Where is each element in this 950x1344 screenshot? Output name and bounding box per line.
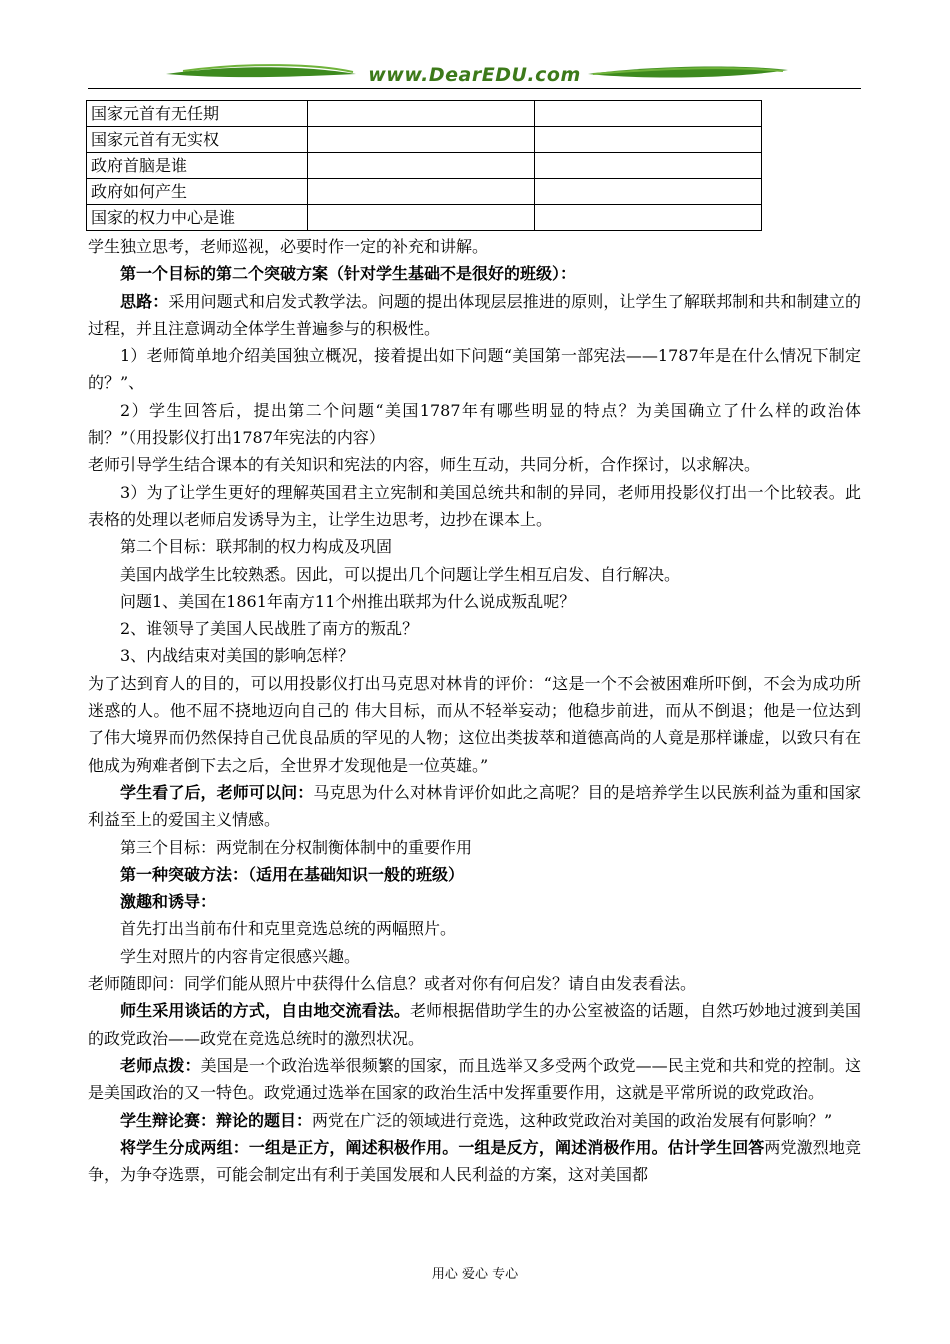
table-row [87, 179, 762, 205]
table-cell [308, 205, 535, 231]
table-row-label: 国家元首有无任期 [87, 101, 308, 127]
table-cell [308, 153, 535, 179]
paragraph-text: 老师引导学生结合课本的有关知识和宪法的内容，师生互动，共同分析，合作探讨，以求解决。 [88, 455, 761, 475]
paragraph-text: 第二个目标：联邦制的权力构成及巩固 [120, 537, 393, 557]
paragraph-bold-lead: 激趣和诱导： [120, 892, 217, 912]
header-divider [88, 88, 861, 89]
paragraph [88, 342, 861, 397]
table-cell [308, 127, 535, 153]
paragraph [88, 615, 861, 642]
paragraph [88, 943, 861, 970]
paragraph-text: 2）学生回答后，提出第二个问题“美国1787年有哪些明显的特点？为美国确立了什么样的政治体制？”（用投影仪打出1787年宪法的内容） [88, 400, 861, 448]
paragraph-text: 两党激烈地竞争，为争夺选票，可能会制定出有利于美国发展和人民利益的方案，这对美国都 [88, 1137, 861, 1185]
table-row-label: 国家元首有无实权 [87, 127, 308, 153]
paragraph-text: 3、内战结束对美国的影响怎样？ [120, 646, 355, 666]
site-logo-text: www.DearEDU.com [368, 64, 581, 86]
paragraph-bold-lead: 师生采用谈话的方式，自由地交流看法。 [120, 1001, 410, 1021]
paragraph [88, 642, 861, 669]
paragraph [88, 533, 861, 560]
lesson-content [88, 233, 861, 1188]
paragraph [88, 997, 861, 1052]
table-row [87, 153, 762, 179]
paragraph [88, 1134, 861, 1189]
paragraph-text: 美国内战学生比较熟悉。因此，可以提出几个问题让学生相互启发、自行解决。 [120, 564, 681, 584]
paragraph [88, 670, 861, 779]
table-row [87, 127, 762, 153]
table-row-label: 国家的权力中心是谁 [87, 205, 308, 231]
paragraph-bold-lead: 学生看了后，老师可以问： [120, 782, 314, 802]
paragraph [88, 397, 861, 452]
paragraph-text: 首先打出当前布什和克里竞选总统的两幅照片。 [120, 919, 457, 939]
paragraph-text: 老师随即问：同学们能从照片中获得什么信息？或者对你有何启发？请自由发表看法。 [88, 974, 697, 994]
table-row-label: 政府如何产生 [87, 179, 308, 205]
table-cell [535, 205, 762, 231]
table-row [87, 205, 762, 231]
paragraph [88, 779, 861, 834]
paragraph-bold-lead: 学生辩论赛：辩论的题目： [120, 1110, 313, 1130]
paragraph [88, 1052, 861, 1107]
paragraph-text: 马克思为什么对林肯评价如此之高呢？目的是培养学生以民族利益为重和国家利益至上的爱国主义情感。 [88, 782, 861, 830]
paragraph-bold-lead: 第一种突破方法：（适用在基础知识一般的班级） [120, 864, 465, 884]
paragraph [88, 288, 861, 343]
paragraph [88, 233, 861, 260]
paragraph [88, 970, 861, 997]
paragraph-bold-lead: 第一个目标的第二个突破方案（针对学生基础不是很好的班级）： [120, 264, 577, 284]
table-cell [535, 127, 762, 153]
paragraph-text: 3）为了让学生更好的理解英国君主立宪制和美国总统共和制的异同，老师用投影仪打出一个比较表。此表格的处理以老师启发诱导为主，让学生边思考，边抄在课本上。 [88, 482, 861, 529]
paragraph-text: 1）老师简单地介绍美国独立概况，接着提出如下问题“美国第一部宪法——1787年是在什么情况下制定的？”、 [88, 346, 861, 393]
page-footer: 用心 爱心 专心 [431, 1267, 519, 1282]
table-cell [535, 101, 762, 127]
paragraph-text: 学生独立思考，老师巡视，必要时作一定的补充和讲解。 [88, 237, 489, 256]
table-cell [308, 101, 535, 127]
table-cell [308, 179, 535, 205]
table-row [87, 101, 762, 127]
table-cell [535, 179, 762, 205]
paragraph-text: 美国是一个政治选举很频繁的国家，而且选举又多受两个政党——民主党和共和党的控制。这是美国政治的又一特色。政党通过选举在国家的政治生活中发挥重要作用，这就是平常所说的政党政治。 [88, 1055, 861, 1103]
table-row-label: 政府首脑是谁 [87, 153, 308, 179]
paragraph-bold-lead: 老师点拨： [120, 1055, 201, 1075]
paragraph [88, 451, 861, 478]
paragraph [88, 1107, 861, 1134]
paragraph [88, 861, 861, 888]
paragraph-text: 问题1、美国在1861年南方11个州推出联邦为什么说成叛乱呢？ [120, 591, 576, 611]
paragraph-text: 采用问题式和启发式教学法。问题的提出体现层层推进的原则，让学生了解联邦制和共和制建立的过程，并且注意调动全体学生普遍参与的积极性。 [88, 291, 861, 338]
paragraph [88, 888, 861, 915]
paragraph [88, 915, 861, 942]
paragraph [88, 260, 861, 287]
comparison-table [86, 100, 762, 231]
paragraph [88, 561, 861, 588]
paragraph-text: 第三个目标：两党制在分权制衡体制中的重要作用 [120, 837, 473, 857]
paragraph-text: 两党在广泛的领域进行竞选，这种政党政治对美国的政治发展有何影响？” [312, 1110, 833, 1130]
paragraph-bold-lead: 思路： [120, 291, 169, 311]
paragraph [88, 479, 861, 534]
table-cell [535, 153, 762, 179]
paragraph-text: 老师根据借助学生的办公室被盗的话题，自然巧妙地过渡到美国的政党政治——政党在竞选总统时的激烈状况。 [88, 1001, 861, 1048]
paragraph-text: 学生对照片的内容肯定很感兴趣。 [120, 946, 361, 966]
paragraph-bold-lead: 将学生分成两组：一组是正方，阐述积极作用。一组是反方，阐述消极作用。估计学生回答 [120, 1137, 765, 1157]
paragraph-text: 为了达到育人的目的，可以用投影仪打出马克思对林肯的评价：“这是一个不会被困难所吓倒，不会为成功所迷惑的人。他不屈不挠地迈向自己的 伟大目标，而从不轻举妄动；他稳步前进，而从不倒退；他是一位达到了伟大境界而仍然保持自己优良品质的罕见的人物；这位出类拔萃和道德高尚的人竟是那样谦虚，以致只有在他成为殉难者倒下去之后，全世界才发现他是一位英雄。” [88, 673, 861, 775]
paragraph-text: 2、谁领导了美国人民战胜了南方的叛乱？ [120, 619, 419, 639]
paragraph [88, 834, 861, 861]
paragraph [88, 588, 861, 615]
